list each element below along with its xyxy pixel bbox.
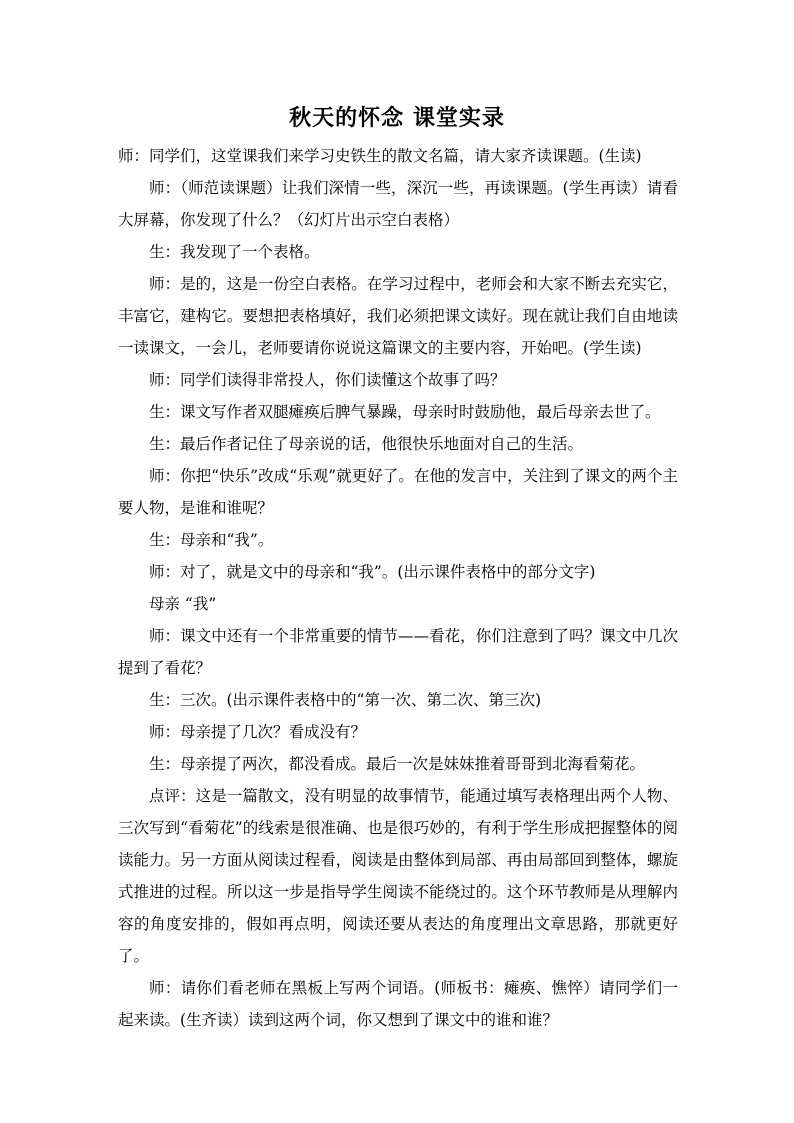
paragraph: 生：三次。(出示课件表格中的“第一次、第二次、第三次) xyxy=(149,691,542,709)
paragraph: 师：（师范读课题）让我们深情一些，深沉一些，再读课题。(学生再读）请看大屏幕，你发现了什么？（幻灯片出示空白表格） xyxy=(118,179,678,229)
paragraph: 生：母亲和“我”。 xyxy=(149,531,274,549)
paragraph: 师：你把“快乐”改成“乐观”就更好了。在他的发言中，关注到了课文的两个主要人物，是谁和谁呢？ xyxy=(118,467,678,517)
paragraph: 师：请你们看老师在黑板上写两个词语。(师板书：瘫痪、憔悴）请同学们一起来读。(生齐读）读到这两个词，你又想到了课文中的谁和谁？ xyxy=(118,979,678,1029)
paragraph: 师：同学们，这堂课我们来学习史铁生的散文名篇，请大家齐读课题。(生读) xyxy=(118,147,642,165)
document-body xyxy=(118,140,678,1036)
paragraph: 生：最后作者记住了母亲说的话，他很快乐地面对自己的生活。 xyxy=(149,435,584,453)
commentary-paragraph: 点评：这是一篇散文，没有明显的故事情节，能通过填写表格理出两个人物、三次写到“看菊花”的线索是很准确、也是很巧妙的，有利于学生形成把握整体的阅读能力。另一方面从阅读过程看，阅读是由整体到局部、再由局部回到整体，螺旋式推进的过程。所以这一步是指导学生阅读不能绕过的。这个环节教师是从理解内容的角度安排的，假如再点明，阅读还要从表达的角度理出文章思路，那就更好了。 xyxy=(118,787,678,965)
paragraph: 母亲 “我” xyxy=(149,595,217,613)
document-title: 秋天的怀念 课堂实录 xyxy=(289,105,505,131)
paragraph: 师：同学们读得非常投人，你们读懂这个故事了吗？ xyxy=(149,371,506,389)
paragraph: 生：课文写作者双腿瘫痪后脾气暴躁，母亲时时鼓励他，最后母亲去世了。 xyxy=(149,403,661,421)
paragraph: 师：母亲提了几次？看成没有？ xyxy=(149,723,367,741)
paragraph: 师：对了，就是文中的母亲和“我”。(出示课件表格中的部分文字) xyxy=(149,563,596,581)
paragraph: 师：是的，这是一份空白表格。在学习过程中，老师会和大家不断去充实它，丰富它，建构它。要想把表格填好，我们必须把课文读好。现在就让我们自由地读一读课文，一会儿，老师要请你说说这篇课文的主要内容，开始吧。(学生读) xyxy=(118,275,678,357)
paragraph: 生：母亲提了两次，都没看成。最后一次是妹妹推着哥哥到北海看菊花。 xyxy=(149,755,646,773)
paragraph: 生：我发现了一个表格。 xyxy=(149,243,320,261)
paragraph: 师：课文中还有一个非常重要的情节——看花，你们注意到了吗？课文中几次提到了看花？ xyxy=(118,627,678,677)
